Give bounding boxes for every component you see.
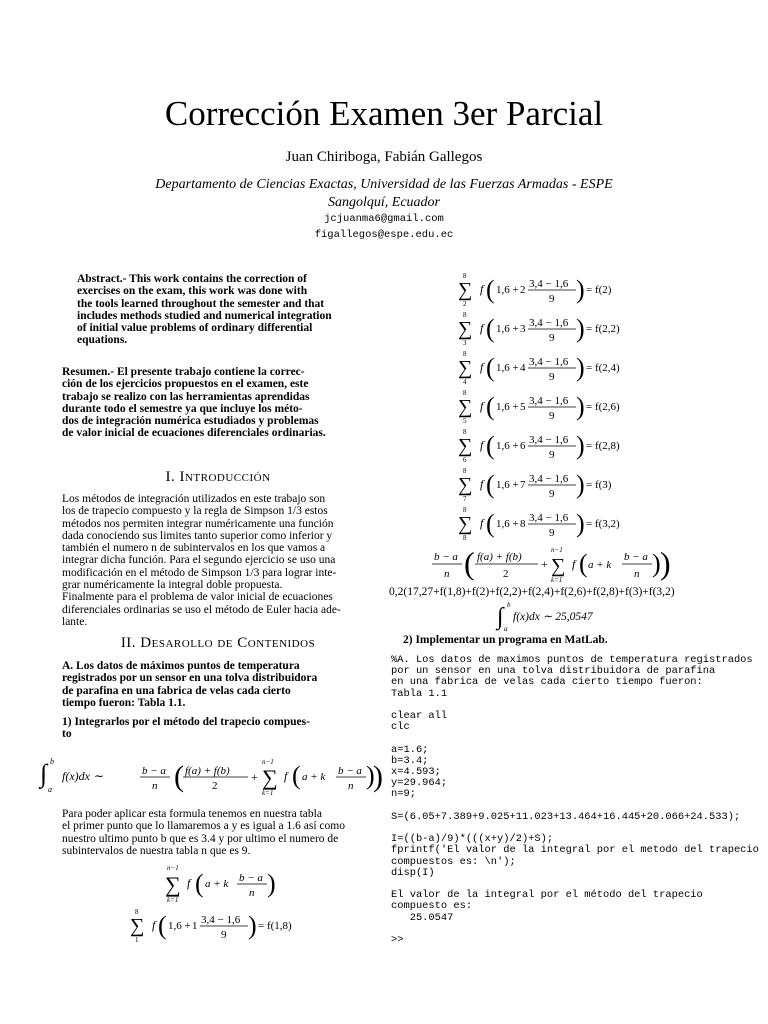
base: 1,6 + xyxy=(496,518,519,530)
int-upper: b xyxy=(507,601,511,609)
paren: ) xyxy=(366,761,375,790)
sum-sign: ∑ xyxy=(458,357,473,379)
text-line: Abstract.- This work contains the correction of xyxy=(77,273,307,285)
frac-num: 3,4 − 1,6 xyxy=(529,512,569,524)
frac-num: 3,4 − 1,6 xyxy=(529,434,569,446)
func: f xyxy=(480,321,484,335)
frac-den: n xyxy=(249,887,255,899)
paren: ) xyxy=(576,353,585,382)
sum-equation xyxy=(458,385,658,427)
frac-num: b − a xyxy=(239,872,263,884)
frac-den: 9 xyxy=(549,527,555,539)
rhs: = f(2,4) xyxy=(586,362,620,374)
paren: ) xyxy=(576,470,585,499)
text-line: lante. xyxy=(62,615,88,628)
text-line: grar numéricamente la integral doble propuesta. xyxy=(62,579,283,592)
rhs: = f(2,6) xyxy=(586,401,620,413)
sum-upper: 8 xyxy=(135,908,139,916)
rhs: = f(2,2) xyxy=(586,323,620,335)
result: f(x)dx ∼ 25,0547 xyxy=(513,611,593,623)
frac-num: b − a xyxy=(142,765,166,777)
sum-upper: n−1 xyxy=(167,864,179,872)
rhs: = f(1,8) xyxy=(258,920,292,932)
frac-den: 9 xyxy=(549,293,555,305)
paren: ( xyxy=(486,353,495,382)
frac-den: 9 xyxy=(549,332,555,344)
k-value: 3 xyxy=(520,323,526,335)
func: f xyxy=(480,477,484,491)
sum-upper: 8 xyxy=(463,428,467,436)
paren: ) xyxy=(576,314,585,343)
formula-paragraph xyxy=(62,808,379,857)
base: 1,6 + xyxy=(496,284,519,296)
base: 1,6 + xyxy=(168,920,191,932)
paren: ( xyxy=(486,275,495,304)
section-heading: I. Introducción xyxy=(165,469,271,485)
paren: ) xyxy=(576,509,585,538)
frac-num: 3,4 − 1,6 xyxy=(529,317,569,329)
sum-sign: ∑ xyxy=(458,279,473,301)
int-lower: a xyxy=(48,785,52,794)
frac-den: 9 xyxy=(549,449,555,461)
sum-lower: k=1 xyxy=(262,789,274,797)
func: f xyxy=(480,438,484,452)
k-value: 5 xyxy=(520,401,526,413)
func: f xyxy=(187,876,191,890)
text-line: of initial value problems of ordinary differential xyxy=(77,322,313,335)
k-value: 1 xyxy=(192,920,198,932)
frac-den: 9 xyxy=(549,488,555,500)
func: f xyxy=(480,360,484,374)
long-expression: 0,2(17,27+f(1,8)+f(2)+f(2,2)+f(2,4)+f(2,6)+f(2,8)+f(3)+f(3,2) xyxy=(389,586,675,598)
trapezoid-formula xyxy=(40,752,383,802)
sum-lower: 6 xyxy=(463,456,467,464)
func: f xyxy=(572,557,576,571)
k-value: 6 xyxy=(520,440,526,452)
sum-sign: ∑ xyxy=(165,872,181,897)
sum-equation xyxy=(458,424,658,466)
frac-num: f(a) + f(b) xyxy=(185,765,230,777)
text-line: exercises on the exam, this work was done with xyxy=(77,285,308,298)
paren: ) xyxy=(576,431,585,460)
func: f xyxy=(284,769,288,783)
email[interactable]: figallegos@espe.edu.ec xyxy=(314,229,454,241)
k-value: 2 xyxy=(520,284,526,296)
int-upper: b xyxy=(50,757,54,766)
integral-sign: ∫ xyxy=(497,604,504,630)
frac-den: 9 xyxy=(221,929,227,941)
sum-lower: 3 xyxy=(463,339,467,347)
paren: ) xyxy=(267,869,276,898)
sum-sign: ∑ xyxy=(458,396,473,418)
text-line: ción de los ejercicios propuestos en el examen, este xyxy=(62,378,309,391)
text-line: métodos nos permiten integrar numéricamente una función xyxy=(62,517,334,530)
sum-sign: ∑ xyxy=(262,765,278,790)
sum-equation xyxy=(458,268,658,310)
paren: ) xyxy=(576,392,585,421)
authors: Juan Chiriboga, Fabián Gallegos xyxy=(285,149,483,165)
sum-upper: n−1 xyxy=(551,546,563,554)
paren: ( xyxy=(486,509,495,538)
base: 1,6 + xyxy=(496,362,519,374)
text-line: Los métodos de integración utilizados en este trabajo son xyxy=(62,493,326,505)
rhs: = f(2,8) xyxy=(586,440,620,452)
frac-num: 3,4 − 1,6 xyxy=(201,914,241,926)
sum-upper: 8 xyxy=(463,467,467,475)
frac-num: 3,4 − 1,6 xyxy=(529,278,569,290)
base: 1,6 + xyxy=(496,479,519,491)
text-line: de parafina en una fabrica de velas cada cierto xyxy=(62,684,291,697)
frac-num: b − a xyxy=(338,765,362,777)
paren: ( xyxy=(292,761,301,790)
matlab-code: %A. Los datos de maximos puntos de temperatura registrados por un sensor en una tolva distribuidora de parafina en una fabrica de velas cada cierto tiempo fueron: Tabla 1.1 clear all clc a=1.6; b=3.4; x=4.593; y=29.964; n=9; S=(6.05+7.389+9.025+11.023+13.464+16.445+20.066+24.533); I=((b-a)/9)*(((x+y)/2)+S); fprintf('El valor de la integral por el metodo del trapecio compuestos es: \n'); disp(I) El valor de la integral por el método del trapecio compuesto es: 25.0547 >> xyxy=(391,654,759,947)
text-line: tiempo fueron: Tabla 1.1. xyxy=(62,696,186,709)
section-heading: II. Desarollo de Contenidos xyxy=(120,635,316,651)
k-value: 8 xyxy=(520,518,526,530)
sum-sign: ∑ xyxy=(458,435,473,457)
resumen xyxy=(62,366,379,440)
item-1-heading xyxy=(62,716,379,741)
text-line: integrar dicha función. Para el segundo ejercicio se uso una xyxy=(62,554,336,567)
text-line: A. Los datos de máximos puntos de temperatura xyxy=(62,660,300,672)
integrand: f(x)dx ∼ xyxy=(62,769,104,783)
paren: ) xyxy=(660,545,671,581)
frac-den: n xyxy=(348,780,354,792)
text-line: diferenciales ordinarias se uso el método de Euler hacia ade- xyxy=(62,603,341,616)
text-line: modificación en el método de Simpson 1/3 para lograr inte- xyxy=(62,566,337,579)
abstract xyxy=(77,273,379,347)
sum-lower: 7 xyxy=(463,495,467,503)
email[interactable]: jcjuanma6@gmail.com xyxy=(324,213,444,225)
plus: + xyxy=(251,770,258,784)
item-2-heading: 2) Implementar un programa en MatLab. xyxy=(403,634,608,646)
frac-den: n xyxy=(152,780,158,792)
paren: ( xyxy=(158,911,167,940)
k-value: 4 xyxy=(520,362,526,374)
sum-lower: 1 xyxy=(135,936,139,944)
sum-upper: 8 xyxy=(463,350,467,358)
plus: + xyxy=(541,557,548,571)
text-line: nuestro ultimo punto b que es 3.4 y por ultimo el numero de xyxy=(62,832,339,845)
affiliation-line: Sangolquí, Ecuador xyxy=(328,195,440,210)
frac-den: n xyxy=(444,568,450,580)
func: f xyxy=(480,282,484,296)
sum-equation xyxy=(458,502,658,544)
text-line: registrados por un sensor en una tolva distribuidora xyxy=(62,672,318,685)
text-line: los de trapecio compuesto y la regla de Simpson 1/3 estos xyxy=(62,505,328,518)
text-line: durante todo el semestre ya que incluye los méto- xyxy=(62,402,303,415)
sum-sign: ∑ xyxy=(458,318,473,340)
rhs: = f(3,2) xyxy=(586,518,620,530)
frac-den: 9 xyxy=(549,410,555,422)
frac-den: n xyxy=(634,568,640,580)
text-line: Resumen.- El presente trabajo contiene la correc- xyxy=(62,366,305,378)
text-line: Finalmente para el problema de valor inicial de ecuaciones xyxy=(62,591,333,604)
text-line: to xyxy=(62,728,72,741)
sum-upper: 8 xyxy=(463,506,467,514)
sum-upper: 8 xyxy=(463,272,467,280)
text-line: equations. xyxy=(77,334,128,347)
subsection-a xyxy=(62,660,379,709)
term: a + k xyxy=(588,559,612,571)
func: f xyxy=(152,918,156,932)
text-line: de valor inicial de ecuaciones diferenciales ordinarias. xyxy=(62,427,326,440)
text-line: también el numero n de subintervalos en los que vamos a xyxy=(62,542,326,555)
text-line: Para poder aplicar esta formula tenemos en nuestra tabla xyxy=(62,808,322,820)
text-line: the tools learned throughout the semester and that xyxy=(77,297,325,310)
sum-lower: 8 xyxy=(463,534,467,542)
paren: ( xyxy=(464,545,475,581)
term: a + k xyxy=(302,771,326,783)
sum-equation xyxy=(458,463,658,505)
sum-upper: n−1 xyxy=(262,758,274,766)
frac-num: f(a) + f(b) xyxy=(477,551,522,563)
frac-num: b − a xyxy=(624,551,648,563)
sum-equation xyxy=(458,346,658,388)
frac-num: 3,4 − 1,6 xyxy=(529,473,569,485)
rhs: = f(3) xyxy=(586,479,612,491)
sum-equation xyxy=(458,307,658,349)
generic-sum xyxy=(165,862,285,906)
affiliation xyxy=(0,176,768,212)
result-integral xyxy=(497,598,637,634)
sum-equation xyxy=(130,904,330,946)
frac-num: 3,4 − 1,6 xyxy=(529,395,569,407)
paren: ( xyxy=(486,314,495,343)
frac-num: 3,4 − 1,6 xyxy=(529,356,569,368)
paren: ) xyxy=(373,760,383,793)
sum-sign: ∑ xyxy=(458,474,473,496)
paren: ( xyxy=(579,549,588,578)
paren: ) xyxy=(652,549,661,578)
frac-num: b − a xyxy=(434,551,458,563)
frac-den: 2 xyxy=(212,780,218,792)
text-line: dada conociendo sus limites tanto superior como inferior y xyxy=(62,529,333,542)
func: f xyxy=(480,516,484,530)
paper-title: Corrección Examen 3er Parcial xyxy=(164,94,604,133)
int-lower: a xyxy=(504,625,508,633)
sum-upper: 8 xyxy=(463,389,467,397)
text-line: subintervalos de nuestra tabla n que es 9. xyxy=(62,844,251,857)
trapezoid-expression xyxy=(430,542,670,586)
integral-sign: ∫ xyxy=(40,759,48,788)
paren: ( xyxy=(486,470,495,499)
rhs: = f(2) xyxy=(586,284,612,296)
sum-sign: ∑ xyxy=(458,513,473,535)
paren: ( xyxy=(195,869,204,898)
sum-upper: 8 xyxy=(463,311,467,319)
text-line: dos de integración numérica estudiados y problemas xyxy=(62,415,319,428)
base: 1,6 + xyxy=(496,401,519,413)
sum-sign: ∑ xyxy=(551,555,566,577)
paren: ) xyxy=(576,275,585,304)
base: 1,6 + xyxy=(496,440,519,452)
sum-lower: 5 xyxy=(463,417,467,425)
text-line: 1) Integrarlos por el método del trapecio compues- xyxy=(62,716,310,728)
base: 1,6 + xyxy=(496,323,519,335)
sum-lower: 2 xyxy=(463,300,467,308)
intro-paragraph xyxy=(62,493,379,628)
frac-den: 2 xyxy=(503,568,509,580)
paren: ( xyxy=(174,760,184,793)
sum-lower: k=1 xyxy=(167,896,179,904)
text-line: includes methods studied and numerical integration xyxy=(77,309,332,322)
sum-sign: ∑ xyxy=(130,915,145,937)
text-line: el primer punto que lo llamaremos a y es igual a 1.6 así como xyxy=(62,820,345,833)
func: f xyxy=(480,399,484,413)
affiliation-line: Departamento de Ciencias Exactas, Universidad de las Fuerzas Armadas - ESPE xyxy=(155,177,613,192)
sum-lower: 4 xyxy=(463,378,467,386)
text-line: trabajo se realizo con las herramientas aprendidas xyxy=(62,390,310,403)
frac-den: 9 xyxy=(549,371,555,383)
k-value: 7 xyxy=(520,479,526,491)
sum-lower: k=1 xyxy=(551,576,563,584)
paren: ( xyxy=(486,392,495,421)
paren: ( xyxy=(486,431,495,460)
paren: ) xyxy=(248,911,257,940)
term: a + k xyxy=(205,878,229,890)
